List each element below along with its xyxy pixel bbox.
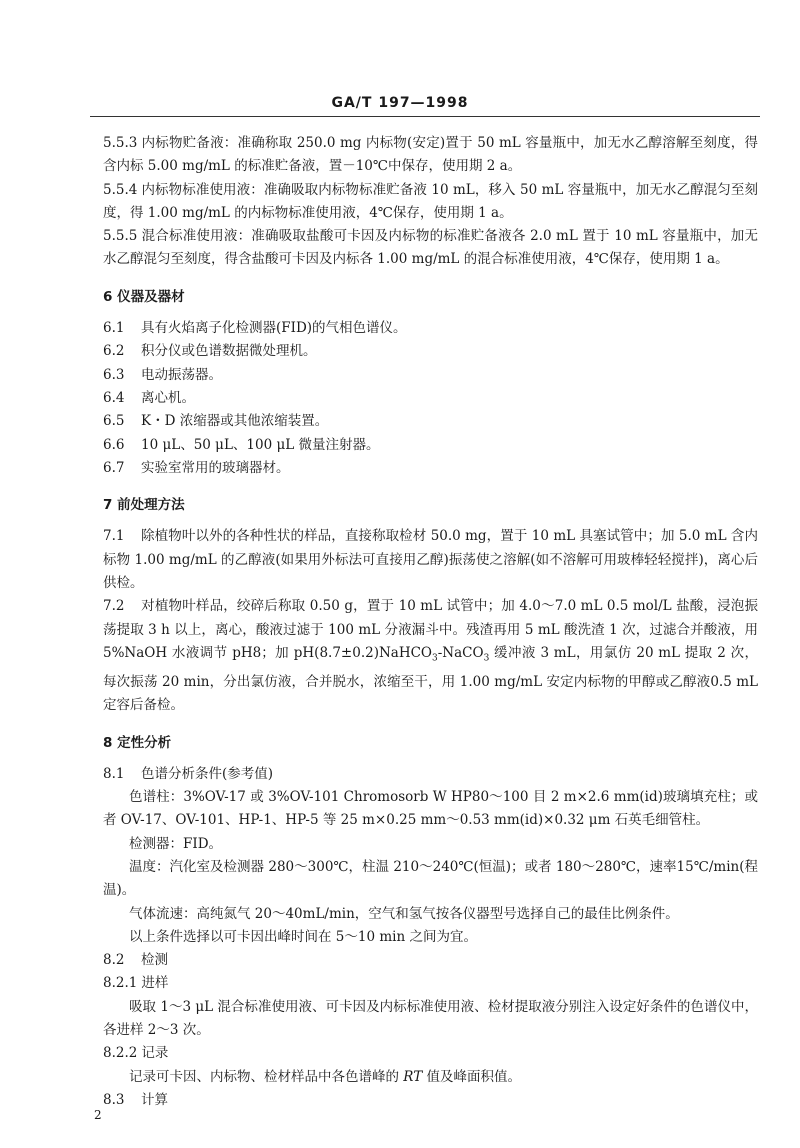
clause-number: 6.7 bbox=[103, 459, 125, 476]
clause-8-2-2 bbox=[103, 1042, 758, 1065]
clause-number: 6.4 bbox=[103, 389, 125, 406]
clause-title: 检测 bbox=[141, 952, 168, 969]
clause-number: 6.2 bbox=[103, 343, 125, 360]
temperature-condition: 温度：汽化室及检测器 280～300℃，柱温 210～240℃(恒温)；或者 180～280℃，速率15℃/min(程温)。 bbox=[103, 859, 758, 899]
column-condition: 色谱柱：3%OV-17 或 3%OV-101 Chromosorb W HP80～100 目 2 m×2.6 mm(id)玻璃填充柱；或者 OV-17、OV-101、HP-1、HP-5 等 25 m×0.25 mm～0.53 mm(id)×0.32 μm 石英毛细管柱。 bbox=[103, 789, 758, 829]
clause-text: ：准确吸取盐酸可卡因及内标物的标准贮备液各 2.0 mL 置于 10 mL 容量瓶中，加无水乙醇混匀至刻度，得含盐酸可卡因及内标各 1.00 mg/mL 的混合标准使用液，4℃保存，使用期 1 a。 bbox=[103, 228, 758, 268]
record-text-b: 值及峰面积值。 bbox=[422, 1068, 522, 1085]
clause-title: 记录 bbox=[141, 1045, 169, 1062]
clause-title: 内标物贮备液 bbox=[141, 135, 224, 151]
clause-number: 8.2 bbox=[103, 952, 125, 969]
clause-5-5-3 bbox=[103, 132, 758, 179]
clause-7-1 bbox=[103, 525, 758, 595]
clause-6-5 bbox=[103, 410, 758, 433]
clause-8-3 bbox=[103, 1089, 758, 1112]
clause-number: 6.5 bbox=[103, 413, 125, 430]
record-text-a: 记录可卡因、内标物、检材样品中各色谱峰的 bbox=[129, 1068, 404, 1085]
record-text bbox=[103, 1066, 758, 1089]
clause-title: 内标物标准使用液 bbox=[141, 181, 251, 198]
clause-number: 5.5.5 bbox=[103, 228, 138, 245]
clause-text: 电动振荡器。 bbox=[141, 366, 222, 383]
clause-6-6 bbox=[103, 434, 758, 457]
clause-number: 6.6 bbox=[103, 436, 125, 453]
clause-7-2 bbox=[103, 595, 758, 717]
clause-text: 具有火焰离子化检测器(FID)的气相色谱仪。 bbox=[141, 320, 407, 337]
section-heading-8: 8 定性分析 bbox=[103, 734, 172, 751]
section-heading-6: 6 仪器及器材 bbox=[103, 288, 185, 305]
clause-text-b: -NaCO bbox=[437, 644, 484, 661]
selection-note: 以上条件选择以可卡因出峰时间在 5～10 min 之间为宜。 bbox=[129, 928, 477, 945]
clause-8-1 bbox=[103, 763, 758, 786]
clause-number: 5.5.3 bbox=[103, 135, 138, 151]
clause-6-7 bbox=[103, 457, 758, 480]
clause-title: 计算 bbox=[141, 1091, 168, 1108]
subscript: 3 bbox=[483, 653, 490, 664]
clause-text: ：准确称取 250.0 mg 内标物(安定)置于 50 mL 容量瓶中，加无水乙醇溶解至刻度，得含内标 5.00 mg/mL 的标准贮备液，置－10℃中保存，使用期 2 a。 bbox=[103, 135, 758, 175]
header-rule bbox=[90, 116, 760, 117]
clause-number: 8.3 bbox=[103, 1091, 125, 1108]
section-heading-7: 7 前处理方法 bbox=[103, 497, 185, 514]
clause-title: 进样 bbox=[141, 975, 169, 992]
clause-5-5-4 bbox=[103, 179, 758, 226]
clause-text: K・D 浓缩器或其他浓缩装置。 bbox=[141, 413, 329, 430]
clause-6-1 bbox=[103, 317, 758, 340]
clause-6-2 bbox=[103, 340, 758, 363]
detector-condition: 检测器：FID。 bbox=[129, 835, 223, 852]
clause-text-a: 对植物叶样品，绞碎后称取 0.50 g，置于 10 mL 试管中；加 4.0～7.0 mL 0.5 mol/L 盐酸，浸泡振荡提取 3 h 以上，离心，酸液过滤于 100 mL 分液漏斗中。残渣再用 5 mL 酸洗渣 1 次，过滤合并酸液，用 5%NaOH 水液调节 pH8；加 pH(8.7±0.2)NaHCO bbox=[103, 598, 758, 661]
clause-text: ：准确吸取内标物标准贮备液 10 mL，移入 50 mL 容量瓶中，加无水乙醇混匀至刻度，得 1.00 mg/mL 的内标物标准使用液，4℃保存，使用期 1 a。 bbox=[103, 181, 758, 221]
clause-title: 色谱分析条件(参考值) bbox=[141, 765, 274, 782]
clause-6-4 bbox=[103, 387, 758, 410]
clause-text: 积分仪或色谱数据微处理机。 bbox=[141, 343, 317, 360]
clause-text: 离心机。 bbox=[141, 389, 195, 406]
subscript: 3 bbox=[432, 653, 438, 664]
page-content bbox=[103, 132, 758, 1112]
clause-text-c: 缓冲液 3 mL，用氯仿 20 mL 提取 2 次，每次振荡 20 min，分出氯仿液，合并脱水，浓缩至干，用 1.00 mg/mL 安定内标物的甲醇或乙醇液0.5 mL 定容后备检。 bbox=[103, 644, 759, 714]
clause-8-2 bbox=[103, 949, 758, 972]
clause-6-3 bbox=[103, 364, 758, 387]
clause-number: 8.2.2 bbox=[103, 1045, 138, 1062]
clause-number: 6.1 bbox=[103, 320, 125, 337]
clause-number: 5.5.4 bbox=[103, 181, 138, 198]
clause-text: 除植物叶以外的各种性状的样品，直接称取检材 50.0 mg，置于 10 mL 具塞试管中；加 5.0 mL 含内标物 1.00 mg/mL 的乙醇液(如果用外标法可直接用乙醇)振荡使之溶解(如不溶解可用玻棒轻轻搅拌)，离心后供检。 bbox=[103, 528, 758, 592]
page-header: GA/T 197—1998 bbox=[331, 95, 469, 111]
rt-term: RT bbox=[403, 1068, 423, 1085]
clause-number: 8.2.1 bbox=[103, 975, 138, 992]
page-number: 2 bbox=[94, 1108, 102, 1122]
clause-text: 10 μL、50 μL、100 μL 微量注射器。 bbox=[141, 436, 380, 453]
clause-title: 混合标准使用液 bbox=[141, 228, 238, 245]
clause-text: 实验室常用的玻璃器材。 bbox=[141, 459, 290, 476]
section-6-list bbox=[103, 317, 758, 480]
clause-number: 7.2 bbox=[103, 598, 125, 615]
clause-8-2-1 bbox=[103, 972, 758, 995]
clause-5-5-5 bbox=[103, 225, 758, 272]
injection-text: 吸取 1～3 μL 混合标准使用液、可卡因及内标标准使用液、检材提取液分别注入设定好条件的色谱仪中，各进样 2～3 次。 bbox=[103, 998, 758, 1039]
gas-flow-condition: 气体流速：高纯氮气 20～40mL/min，空气和氢气按各仪器型号选择自己的最佳比例条件。 bbox=[129, 905, 679, 922]
clause-number: 6.3 bbox=[103, 366, 125, 383]
clause-number: 8.1 bbox=[103, 765, 125, 782]
clause-number: 7.1 bbox=[103, 528, 125, 545]
